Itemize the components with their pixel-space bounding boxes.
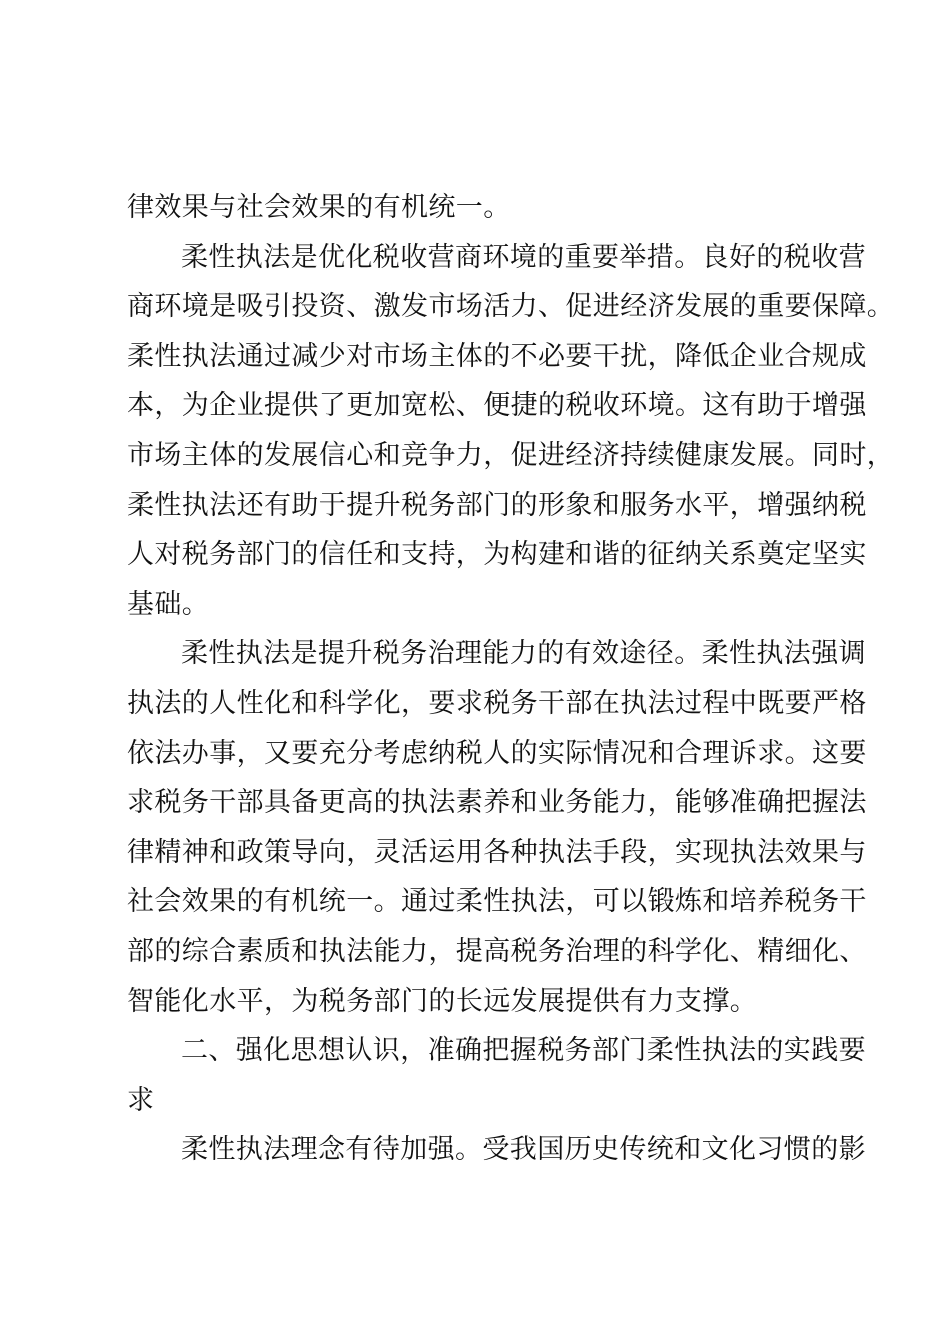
text-line: 依法办事，又要充分考虑纳税人的实际情况和合理诉求。这要 <box>127 737 867 769</box>
text-line: 柔性执法通过减少对市场主体的不必要干扰，降低企业合规成 <box>127 340 867 372</box>
text-line: 智能化水平，为税务部门的长远发展提供有力支撑。 <box>127 985 758 1017</box>
text-line: 执法的人性化和科学化，要求税务干部在执法过程中既要严格 <box>127 687 867 719</box>
text-line: 律精神和政策导向，灵活运用各种执法手段，实现执法效果与 <box>127 836 867 868</box>
text-line: 柔性执法是优化税收营商环境的重要举措。良好的税收营 <box>181 241 866 273</box>
body-text <box>127 183 895 1175</box>
text-line: 商环境是吸引投资、激发市场活力、促进经济发展的重要保障。 <box>127 291 895 323</box>
section-heading-line: 二、强化思想认识，准确把握税务部门柔性执法的实践要 <box>181 1035 866 1067</box>
section-heading-line: 求 <box>127 1084 155 1116</box>
text-line: 本，为企业提供了更加宽松、便捷的税收环境。这有助于增强 <box>127 390 867 422</box>
text-line: 基础。 <box>127 588 210 620</box>
text-line: 部的综合素质和执法能力，提高税务治理的科学化、精细化、 <box>127 935 867 967</box>
text-line: 柔性执法理念有待加强。受我国历史传统和文化习惯的影 <box>181 1134 866 1166</box>
text-line: 柔性执法还有助于提升税务部门的形象和服务水平，增强纳税 <box>127 489 867 521</box>
text-line: 求税务干部具备更高的执法素养和业务能力，能够准确把握法 <box>127 787 867 819</box>
text-line: 律效果与社会效果的有机统一。 <box>127 192 511 223</box>
text-line: 柔性执法是提升税务治理能力的有效途径。柔性执法强调 <box>181 638 866 670</box>
text-line: 社会效果的有机统一。通过柔性执法，可以锻炼和培养税务干 <box>127 886 867 918</box>
text-line: 人对税务部门的信任和支持，为构建和谐的征纳关系奠定坚实 <box>127 539 867 571</box>
text-line: 市场主体的发展信心和竞争力，促进经济持续健康发展。同时， <box>127 439 895 471</box>
